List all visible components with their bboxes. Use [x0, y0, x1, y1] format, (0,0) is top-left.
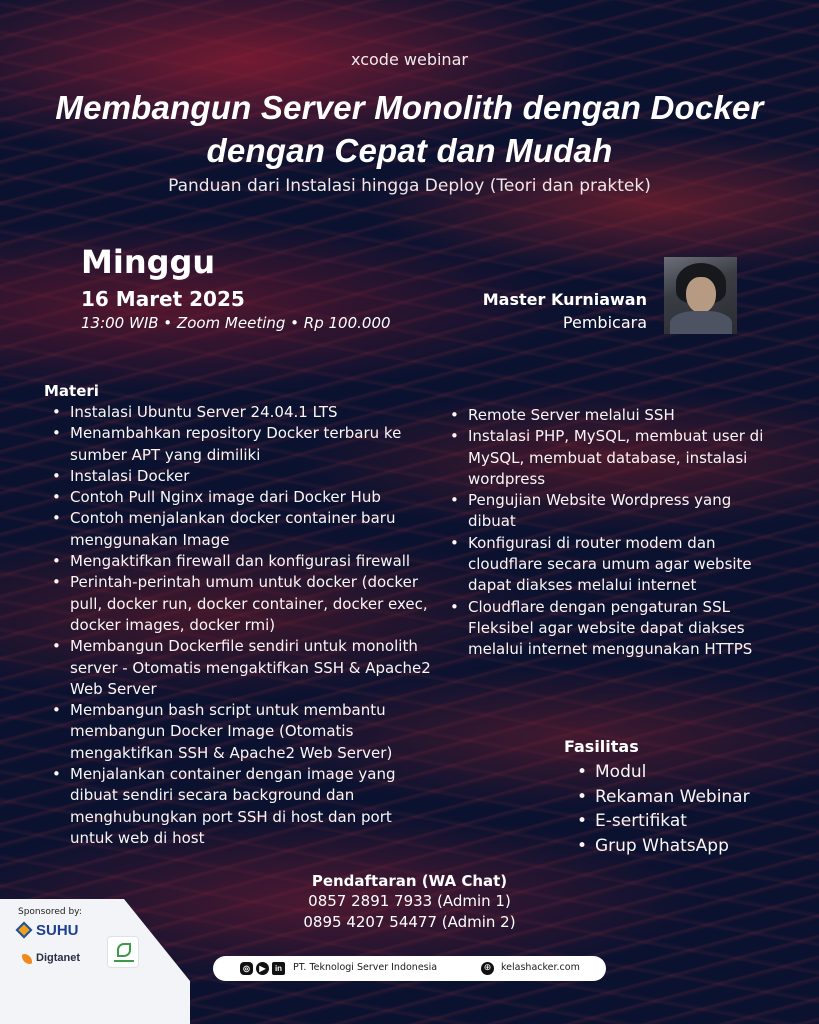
webinar-subtitle: Panduan dari Instalasi hingga Deploy (Teori dan praktek) — [168, 176, 651, 196]
list-item: • Perintah-perintah umum untuk docker (docker pull, docker run, docker container, docker exec, docker images, docker rmi) — [45, 572, 435, 636]
list-item: • Instalasi PHP, MySQL, membuat user di MySQL, membuat database, instalasi wordpress — [443, 426, 783, 490]
list-item: • Pengujian Website Wordpress yang dibuat — [443, 490, 783, 533]
list-item: • Instalasi Ubuntu Server 24.04.1 LTS — [45, 402, 435, 423]
registration-contact-admin-1: 0857 2891 7933 (Admin 1) — [308, 892, 511, 910]
list-item: • Modul — [570, 760, 790, 785]
materi-list-right — [443, 405, 783, 661]
speaker-name: Master Kurniawan — [482, 290, 647, 309]
list-item: • Cloudflare dengan pengaturan SSL Fleksibel agar website dapat diakses melalui internet menggunakan HTTPS — [443, 597, 783, 661]
list-item: • Contoh Pull Nginx image dari Docker Hub — [45, 487, 435, 508]
website-link[interactable]: kelashacker.com — [501, 962, 580, 973]
linkedin-icon[interactable]: in — [272, 962, 285, 975]
list-item: • Membangun Dockerfile sendiri untuk monolith server - Otomatis mengaktifkan SSH & Apache2 Web Server — [45, 636, 435, 700]
suhu-logo-text: SUHU — [36, 922, 79, 939]
list-item: • Remote Server melalui SSH — [443, 405, 783, 426]
company-name: PT. Teknologi Server Indonesia — [293, 962, 438, 973]
list-item: • Instalasi Docker — [45, 466, 435, 487]
event-details: 13:00 WIB • Zoom Meeting • Rp 100.000 — [81, 314, 391, 332]
registration-contact-admin-2: 0895 4207 54477 (Admin 2) — [303, 913, 516, 931]
suhu-logo — [18, 922, 88, 944]
list-item: • Rekaman Webinar — [570, 785, 790, 810]
list-item: • E-sertifikat — [570, 809, 790, 834]
youtube-icon[interactable]: ▶ — [256, 962, 269, 975]
list-item: • Grup WhatsApp — [570, 834, 790, 859]
sponsor-label: Sponsored by: — [18, 907, 82, 917]
list-item: • Menambahkan repository Docker terbaru ke sumber APT yang dimiliki — [45, 423, 435, 466]
list-item: • Contoh menjalankan docker container baru menggunakan Image — [45, 508, 435, 551]
webinar-title: Membangun Server Monolith dengan Docker dengan Cepat dan Mudah — [55, 89, 764, 169]
list-item: • Mengaktifkan firewall dan konfigurasi firewall — [45, 551, 435, 572]
event-day: Minggu — [81, 243, 216, 281]
globe-icon: ⊕ — [481, 962, 494, 975]
registration-heading: Pendaftaran (WA Chat) — [311, 872, 508, 890]
list-item: • Konfigurasi di router modem dan cloudflare secara umum agar website dapat diakses melalui internet — [443, 533, 783, 597]
digtanet-logo-text: Digtanet — [36, 952, 80, 964]
brand-label: xcode webinar — [351, 50, 468, 69]
speaker-photo — [664, 257, 737, 334]
materi-heading: Materi — [44, 382, 99, 400]
digtanet-logo — [22, 952, 102, 968]
list-item: • Membangun bash script untuk membantu membangun Docker Image (Otomatis mengaktifkan SSH & Apache2 Web Server) — [45, 700, 435, 764]
sponsor-badge-logo — [107, 936, 139, 968]
materi-list-left — [45, 402, 435, 849]
fasilitas-heading: Fasilitas — [564, 737, 639, 756]
fasilitas-list — [570, 760, 790, 858]
instagram-icon[interactable]: ◎ — [240, 962, 253, 975]
speaker-role: Pembicara — [562, 313, 647, 332]
event-date: 16 Maret 2025 — [81, 287, 245, 311]
list-item: • Menjalankan container dengan image yang dibuat sendiri secara background dan menghubungkan port SSH di host dan port untuk web di host — [45, 764, 435, 849]
footer-bar — [213, 956, 606, 981]
